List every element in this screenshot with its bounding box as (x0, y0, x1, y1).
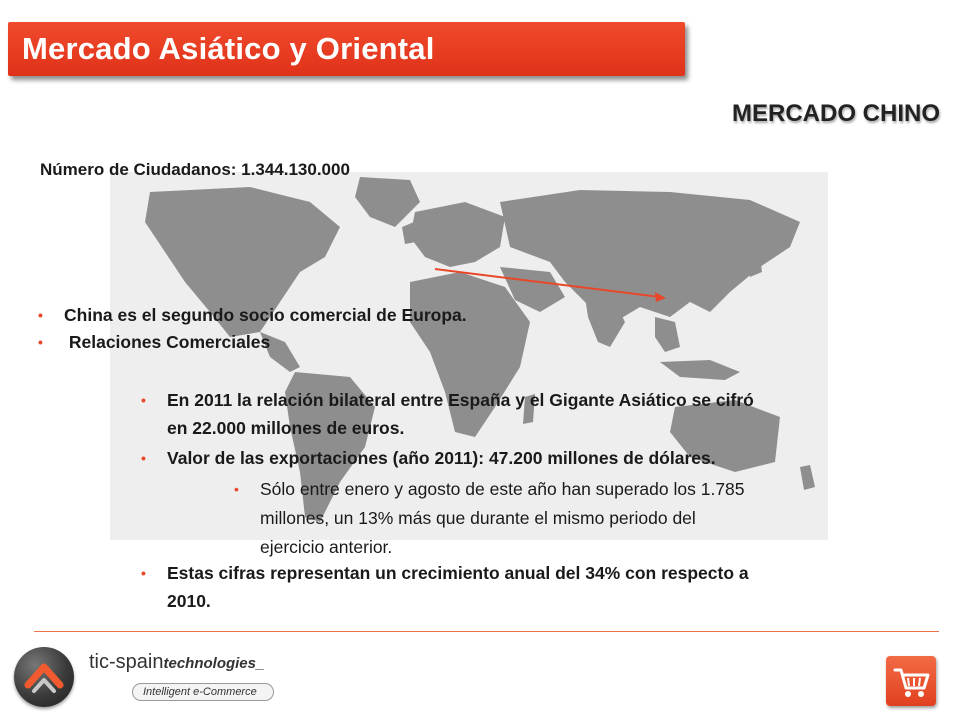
detail-line: millones, un 13% más que durante el mismo periodo del (260, 508, 696, 528)
shopping-cart-icon (886, 656, 936, 706)
detail-line: ejercicio anterior. (260, 537, 393, 557)
logo-name: tic-spain (89, 651, 164, 673)
bullet-icon: • (141, 392, 146, 408)
bullet-icon: • (38, 307, 43, 323)
bullet-text: China es el segundo socio comercial de Europa. (64, 305, 467, 325)
detail-bullet-item (234, 475, 900, 562)
bullet-text: Relaciones Comerciales (64, 332, 271, 352)
company-logo (14, 647, 265, 709)
logo-name-suffix: technologies_ (163, 655, 265, 672)
logo-emblem-icon (14, 647, 74, 707)
bullet-icon: • (38, 334, 43, 350)
final-bullet-item (141, 561, 887, 613)
bullet-icon: • (141, 450, 146, 466)
final-line: 2010. (167, 591, 211, 611)
logo-tagline: Intelligent e-Commerce (132, 683, 274, 701)
title-banner (8, 22, 685, 76)
sub-bullet-item (141, 388, 887, 440)
logo-wordmark (89, 651, 264, 674)
bullet-icon: • (234, 481, 239, 497)
slide-subtitle: MERCADO CHINO (732, 100, 940, 127)
citizens-count: Número de Ciudadanos: 1.344.130.000 (40, 160, 350, 179)
bullet-item (38, 330, 271, 354)
detail-line: Sólo entre enero y agosto de este año han superado los 1.785 (260, 479, 745, 499)
bullet-item (38, 303, 467, 327)
bullet-icon: • (141, 565, 146, 581)
sub-bullet-line: en 22.000 millones de euros. (167, 418, 405, 438)
final-line: Estas cifras representan un crecimiento anual del 34% con respecto a (167, 563, 749, 583)
sub-bullet-line: Valor de las exportaciones (año 2011): 47.200 millones de dólares. (167, 448, 716, 468)
slide-title: Mercado Asiático y Oriental (22, 31, 435, 66)
sub-bullet-item (141, 446, 887, 470)
chevron-up-icon (14, 647, 74, 707)
shopping-cart-button[interactable] (886, 656, 936, 706)
sub-bullet-line: En 2011 la relación bilateral entre España y el Gigante Asiático se cifró (167, 390, 754, 410)
footer-divider (34, 631, 939, 632)
